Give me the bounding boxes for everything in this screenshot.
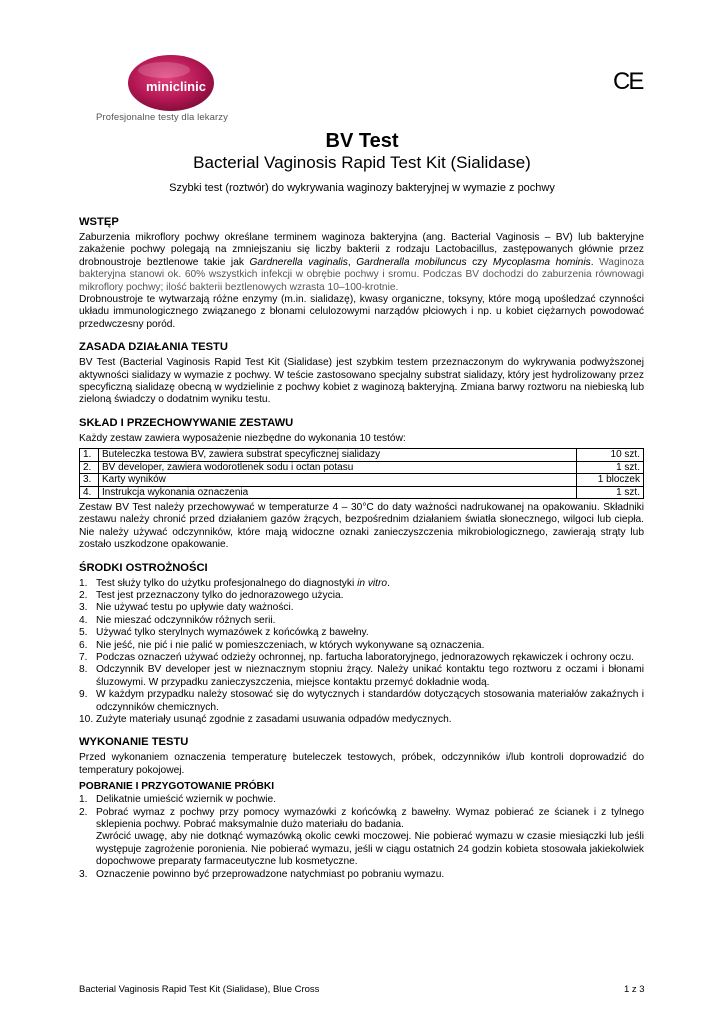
paragraph: BV Test (Bacterial Vaginosis Rapid Test Kit (Sialidase) jest szybkim testem przeznaczonym do wykrywania podwyższonej aktywności sialidazy w wymazie z pochwy. W teście zastosowano specjalny substrat sialidazy, który jest hydrolizowany przez specyficzną sialidazę obecną w wydzielinie z pochwy kobiet z waginozą bakteryjną. Zmiana barwy roztworu na niebieską lub zieloną świadczy o dodatnim wyniku testu.: [79, 357, 644, 406]
list-item: 1. Test służy tylko do użytku profesjonalnego do diagnostyki in vitro.: [79, 577, 390, 589]
paragraph: Drobnoustroje te wytwarzają różne enzymy (m.in. sialidazę), kwasy organiczne, toksyny, które mogą upośledzać czynności układu immunologicznego związanego z błonami celulozowymi narządów płciowych i np. u kobiet ciężarnych powodować przedwczesny poród.: [79, 294, 644, 330]
page-number: 1 z 3: [624, 984, 645, 995]
logo-text: miniclinic: [146, 79, 206, 94]
list-item: 3. Oznaczenie powinno być przeprowadzone natychmiast po pobraniu wymazu.: [79, 868, 445, 880]
section-wstep: [79, 216, 644, 331]
list-item: 9. W każdym przypadku należy stosować się do wytycznych i standardów dotyczących stosowania materiałów zakaźnych i odczynników chemicznych.: [79, 689, 644, 713]
section-wykonanie: [79, 736, 644, 881]
document-title: BV Test: [325, 130, 399, 152]
section-heading: WSTĘP: [79, 216, 119, 228]
footer-text: Bacterial Vaginosis Rapid Test Kit (Sialidase), Blue Cross: [79, 984, 320, 995]
precautions-list: [79, 578, 644, 727]
section-zasada: [79, 341, 644, 407]
list-item: 1. Delikatnie umieścić wziernik w pochwie.: [79, 794, 277, 806]
section-heading: WYKONANIE TESTU: [79, 736, 189, 749]
subsection-heading: POBRANIE I PRZYGOTOWANIE PRÓBKI: [79, 781, 275, 793]
table-row: 2. BV developer, zawiera wodorotlenek sodu i octan potasu 1 szt.: [80, 461, 644, 473]
section-heading: ZASADA DZIAŁANIA TESTU: [79, 341, 228, 354]
list-item: 5. Używać tylko sterylnych wymazówek z końcówką z bawełny.: [79, 627, 369, 639]
section-heading: ŚRODKI OSTROŻNOŚCI: [79, 561, 208, 574]
content: [79, 216, 644, 891]
paragraph: Zestaw BV Test należy przechowywać w temperaturze 4 – 30°C do daty ważności nadrukowanej na opakowaniu. Składniki zestawu należy chronić przed działaniem gazów żrących, bezpośrednim działaniem światła słonecznego, wilgoci lub ciepła. Nie należy używać odczynników, które mają widoczne oznaki zanieczyszczenia mikrobiologicznego, zawierają strąty lub zostało uszkodzone opakowanie.: [79, 501, 644, 551]
list-item: 4. Nie mieszać odczynników różnych serii.: [79, 614, 276, 626]
document-subtitle: Bacterial Vaginosis Rapid Test Kit (Sialidase): [193, 153, 531, 172]
kit-table: [79, 448, 644, 499]
list-item: 3. Nie używać testu po upływie daty ważności.: [79, 602, 294, 614]
list-item: 10. Zużyte materiały usunąć zgodnie z zasadami usuwania odpadów medycznych.: [79, 714, 452, 725]
procedure-list: [79, 794, 644, 881]
list-item: 2. Pobrać wymaz z pochwy przy pomocy wymazówki z końcówką z bawełny. Wymaz pobierać ze ścianek i z tylnego sklepienia pochwy. Pobrać maksymalnie dużo materiału do badania.: [79, 806, 644, 831]
ce-mark: CE: [613, 68, 643, 95]
list-item: 7. Podczas oznaczeń używać odzieży ochronnej, np. fartucha laboratoryjnego, jednorazowych rękawiczek i ochrony oczu.: [79, 651, 634, 663]
section-srodki: [79, 562, 644, 727]
list-item: 6. Nie jeść, nie pić i nie palić w pomieszczeniach, w których wykonywane są oznaczenia.: [79, 639, 485, 651]
document-lead: Szybki test (roztwór) do wykrywania waginozy bakteryjnej w wymazie z pochwy: [169, 182, 555, 194]
section-heading: SKŁAD I PRZECHOWYWANIE ZESTAWU: [79, 416, 294, 429]
list-item: Zwrócić uwagę, aby nie dotknąć wymazówką okolic cewki moczowej. Nie pobierać wymazu w czasie miesiączki lub jeśli występuje zagrożenie poronienia. Nie pobierać wymazu, jeśli w ciągu ostatnich 24 godzin kobieta stosowała jakiekolwiek dopochwowe preparaty farmaceutyczne lub kosmetyczne.: [96, 831, 644, 868]
paragraph: Zaburzenia mikroflory pochwy określane terminem waginoza bakteryjna (ang. Bacterial Vaginosis – BV) lub bakteryjne zakażenie pochwy polegają na zmniejszaniu się liczby bakterii z rodzaju Lactobacillus, zastępowanych głównie przez drobnoustroje beztlenowe takie jak Gardnerella vaginalis, Gardneralla mobiluncus czy Mycoplasma hominis. Waginoza bakteryjna stanowi ok. 60% wszystkich infekcji w obrębie pochwy i sromu. Podczas BV dochodzi do zaburzenia równowagi mikroflory pochwy; ilość bakterii beztlenowych wzrasta 10–100-krotnie.: [79, 232, 644, 293]
paragraph: Przed wykonaniem oznaczenia temperaturę buteleczek testowych, próbek, odczynników i/lub kontroli doprowadzić do temperatury pokojowej.: [79, 752, 644, 776]
paragraph: Każdy zestaw zawiera wyposażenie niezbędne do wykonania 10 testów:: [79, 432, 406, 444]
table-row: 4. Instrukcja wykonania oznaczenia 1 szt.: [80, 486, 644, 498]
table-row: 3. Karty wyników 1 bloczek: [80, 474, 644, 486]
table-row: 1. Buteleczka testowa BV, zawiera substrat specyficznej sialidazy 10 szt.: [80, 449, 644, 461]
list-item: 2. Test jest przeznaczony tylko do jednorazowego użycia.: [79, 589, 344, 601]
list-item: 8. Odczynnik BV developer jest w nieznacznym stopniu żrący. Należy unikać kontaktu tego roztworu z oczami i błonami śluzowymi. W przypadku zanieczyszczenia, miejsce kontaktu przemyć dokładnie wodą.: [79, 664, 644, 688]
logo-tagline: Profesjonalne testy dla lekarzy: [96, 112, 228, 123]
section-sklad: [79, 417, 644, 552]
